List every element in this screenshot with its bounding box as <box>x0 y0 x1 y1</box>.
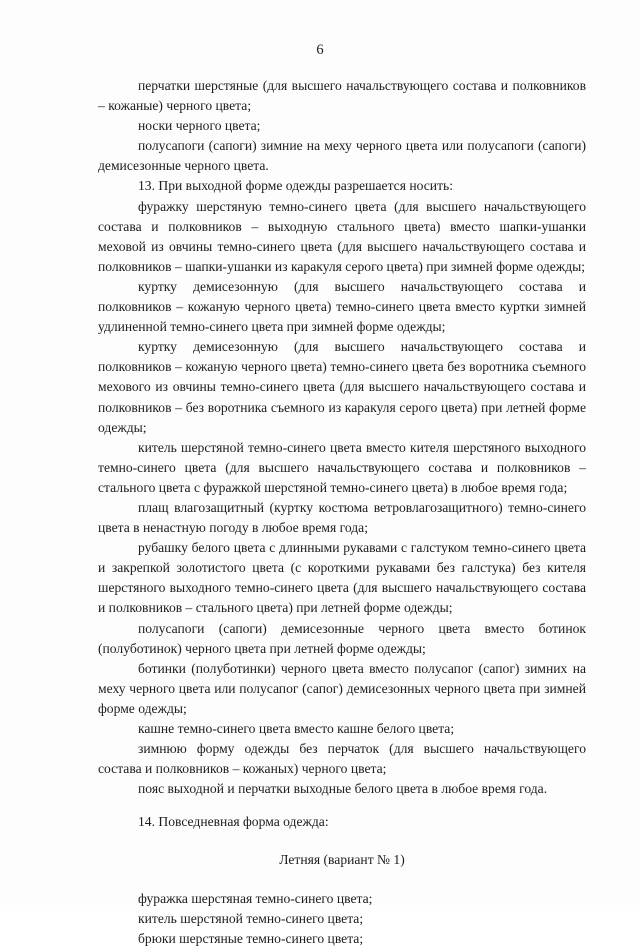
spacer <box>98 799 586 812</box>
paragraph: носки черного цвета; <box>138 118 261 134</box>
document-body <box>98 76 586 949</box>
spacer <box>98 871 586 889</box>
paragraph: рубашку белого цвета с длинными рукавами с галстуком темно-синего цвета и закрепкой золотистого цвета (с короткими рукавами без галстука) без кителя шерстяного выходного темно-синего цвета (для высшего начальствующего состава и полковников – стального цвета) при летней форме одежды; <box>98 540 586 616</box>
paragraph: плащ влагозащитный (куртку костюма ветровлагозащитного) темно-синего цвета в ненастную погоду в любое время года; <box>98 499 586 536</box>
paragraph: китель шерстяной темно-синего цвета вместо кителя шерстяного выходного темно-синего цвета (для высшего начальствующего состава и полковников – стального цвета с фуражкой шерстяной темно-синего цвета) в любое время года; <box>98 439 586 495</box>
paragraph: куртку демисезонную (для высшего начальствующего состава и полковников – кожаную черного цвета) темно-синего цвета без воротника съемного мехового из овчины темно-синего цвета (для высшего начальствующего состава и полковников – без воротника съемного из каракуля серого цвета) при летней форме одежды; <box>98 339 586 435</box>
paragraph: перчатки шерстяные (для высшего начальствующего состава и полковников – кожаные) черного цвета; <box>98 78 586 114</box>
paragraph: ботинки (полуботинки) черного цвета вместо полусапог (сапог) зимних на меху черного цвета или полусапог (сапог) демисезонных черного цвета при зимней форме одежды; <box>98 660 586 716</box>
paragraph: пояс выходной и перчатки выходные белого цвета в любое время года. <box>138 781 548 797</box>
paragraph: полусапоги (сапоги) демисезонные черного цвета вместо ботинок (полуботинок) черного цвета при летней форме одежды; <box>98 620 586 656</box>
paragraph: зимнюю форму одежды без перчаток (для высшего начальствующего состава и полковников – кожаных) черного цвета; <box>98 741 586 777</box>
paragraph: куртку демисезонную (для высшего начальствующего состава и полковников – кожаную черного цвета) темно-синего цвета вместо куртки зимней удлиненной темно-синего цвета при зимней форме одежды; <box>98 278 586 335</box>
section-14-heading: 14. Повседневная форма одежда: <box>138 814 329 830</box>
page-number: 6 <box>316 42 324 58</box>
subheading: Летняя (вариант № 1) <box>279 852 405 868</box>
list-item: брюки шерстяные темно-синего цвета; <box>138 930 364 946</box>
spacer <box>98 832 586 850</box>
list-item: китель шерстяной темно-синего цвета; <box>138 910 364 926</box>
list-item: фуражка шерстяная темно-синего цвета; <box>138 890 373 906</box>
paragraph: фуражку шерстяную темно-синего цвета (для высшего начальствующего состава и полковников – выходную стального цвета) вместо шапки-ушанки меховой из овчины темно-синего цвета (для высшего начальствующего состава и полковников – шапки-ушанки из каракуля серого цвета) при зимней форме одежды; <box>98 198 586 274</box>
paragraph: кашне темно-синего цвета вместо кашне белого цвета; <box>138 721 455 736</box>
section-13-heading: 13. При выходной форме одежды разрешается носить: <box>138 178 453 194</box>
paragraph: полусапоги (сапоги) зимние на меху черного цвета или полусапоги (сапоги) демисезонные черного цвета. <box>98 138 586 174</box>
